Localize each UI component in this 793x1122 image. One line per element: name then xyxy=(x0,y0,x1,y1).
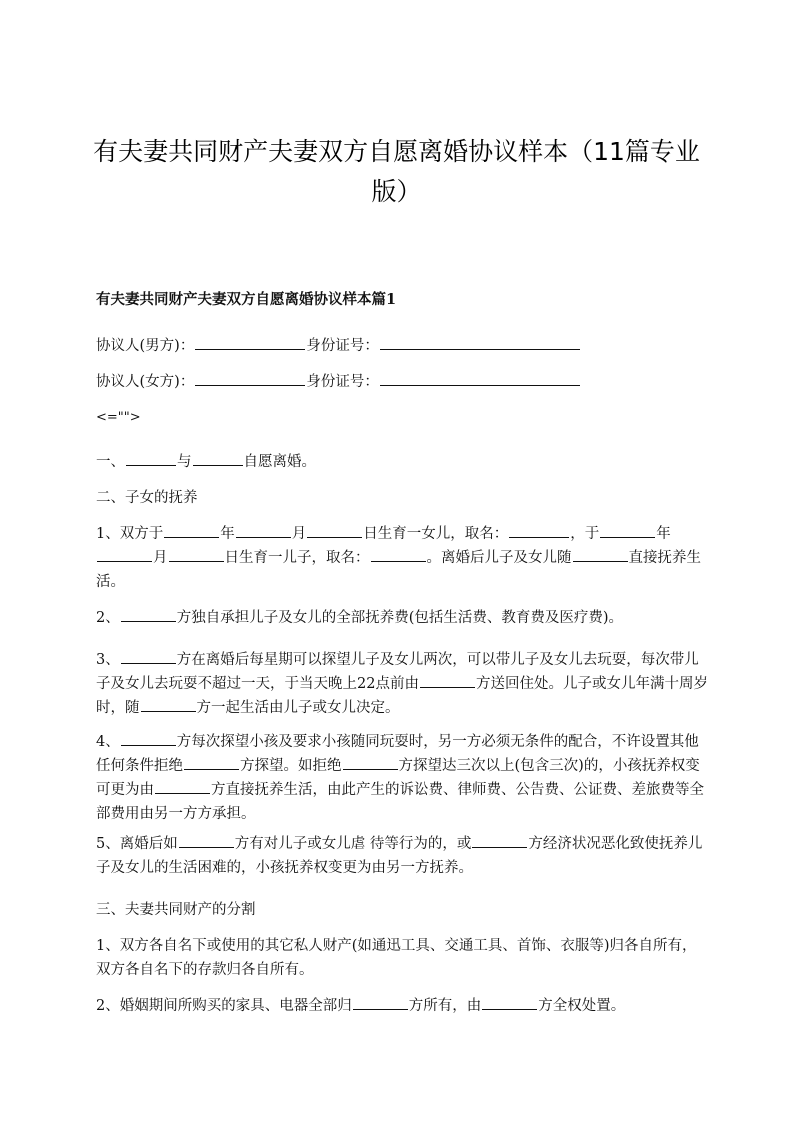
p3-blank-party-b[interactable] xyxy=(420,673,475,688)
p1-blank-son-name[interactable] xyxy=(371,547,426,562)
party-male-id-blank[interactable] xyxy=(380,335,580,350)
clause-one-mid: 与 xyxy=(177,454,192,470)
p4-text-d: 方探望达三次以上(包含三次)的，小孩抚养权变可更为由 xyxy=(96,758,700,798)
id-label-female: 身份证号： xyxy=(306,374,379,390)
party-male-name-blank[interactable] xyxy=(195,335,305,350)
p3-text-d: 方一起生活由儿子或女儿决定。 xyxy=(196,700,400,716)
p4-text-e: 方直接抚养生活，由此产生的诉讼费、律师费、公告费、公证费、差旅费等全部费用由另一方方承担。 xyxy=(96,782,704,822)
paragraph-2 xyxy=(96,606,710,630)
p5-text-c: 方经济状况恶化致使抚养儿子及女儿的生活困难的，小孩抚养权变更为由另一方抚养。 xyxy=(96,836,703,876)
p3-text-a: 3、 xyxy=(96,652,120,668)
p7-text-b: 方所有，由 xyxy=(408,998,482,1014)
party-female-label: 协议人(女方)： xyxy=(96,374,195,390)
clause-one-suffix: 自愿离婚。 xyxy=(243,454,316,470)
p1-text-a: 1、双方于 xyxy=(96,526,164,542)
p5-text-b: 方有对儿子或女儿虐 待等行为的，或 xyxy=(234,836,472,852)
p7-text-a: 2、婚姻期间所购买的家具、电器全部归 xyxy=(96,998,352,1014)
p2-text-a: 2、 xyxy=(96,610,120,626)
document-title: 有夫妻共同财产夫妻双方自愿离婚协议样本（11篇专业版） xyxy=(93,137,700,206)
paragraph-7 xyxy=(96,994,710,1018)
p1-blank-custodian[interactable] xyxy=(573,547,628,562)
p1-text-j: 直接抚养生活。 xyxy=(96,550,701,590)
heading-property-division: 三、夫妻共同财产的分割 xyxy=(96,902,256,918)
p4-blank-party-d[interactable] xyxy=(155,779,210,794)
p1-text-i: 。离婚后儿子及女儿随 xyxy=(426,550,572,566)
p1-blank-day1[interactable] xyxy=(307,523,362,538)
p5-blank-party-b[interactable] xyxy=(472,833,527,848)
party-female-name-blank[interactable] xyxy=(195,371,305,386)
party-male-line xyxy=(96,334,706,358)
p3-text-b: 方在离婚后每星期可以探望儿子及女儿两次，可以带儿子及女儿去玩耍，每次带儿子及女儿去玩耍不超过一天，于当天晚上22点前由 xyxy=(96,652,699,692)
party-female-id-blank[interactable] xyxy=(380,371,580,386)
p4-text-b: 方每次探望小孩及要求小孩随同玩耍时，另一方必须无条件的配合，不许设置其他任何条件拒绝 xyxy=(96,734,699,774)
p2-blank-party[interactable] xyxy=(121,607,176,622)
clause-one-blank-b[interactable] xyxy=(193,451,243,466)
p1-text-d: 日生育一女儿，取名： xyxy=(363,526,509,542)
p1-text-f: 年 xyxy=(656,526,671,542)
p1-blank-month1[interactable] xyxy=(236,523,291,538)
p1-blank-year2[interactable] xyxy=(600,523,655,538)
p5-blank-party-a[interactable] xyxy=(179,833,234,848)
p1-blank-year1[interactable] xyxy=(164,523,219,538)
p1-text-e: ，于 xyxy=(570,526,600,542)
p1-blank-daughter-name[interactable] xyxy=(509,523,569,538)
paragraph-6: 1、双方各自名下或使用的其它私人财产(如通迅工具、交通工具、首饰、衣服等)归各自所有，双方各自名下的存款归各自所有。 xyxy=(96,938,697,978)
p4-blank-party-a[interactable] xyxy=(121,731,176,746)
paragraph-1 xyxy=(96,522,710,594)
p3-blank-party-a[interactable] xyxy=(121,649,176,664)
heading-child-custody: 二、子女的抚养 xyxy=(96,490,198,506)
p7-blank-party-b[interactable] xyxy=(482,995,537,1010)
party-male-label: 协议人(男方)： xyxy=(96,338,195,354)
p1-text-c: 月 xyxy=(291,526,307,542)
clause-one-blank-a[interactable] xyxy=(126,451,176,466)
clause-one-prefix: 一、 xyxy=(96,454,125,470)
party-female-line xyxy=(96,370,706,394)
p4-blank-party-b[interactable] xyxy=(184,755,239,770)
paragraph-5 xyxy=(96,832,710,880)
p1-blank-month2[interactable] xyxy=(97,547,152,562)
p5-text-a: 5、离婚后如 xyxy=(96,836,178,852)
p4-text-c: 方探望。如拒绝 xyxy=(240,758,342,774)
clause-one xyxy=(96,450,706,474)
p1-text-b: 年 xyxy=(220,526,235,542)
p4-text-a: 4、 xyxy=(96,734,120,750)
p3-blank-party-c[interactable] xyxy=(141,697,196,712)
p4-blank-party-c[interactable] xyxy=(343,755,398,770)
p7-blank-party-a[interactable] xyxy=(353,995,408,1010)
p2-text-b: 方独自承担儿子及女儿的全部抚养费(包括生活费、教育费及医疗费)。 xyxy=(176,610,624,626)
p3-text-c: 方送回住处。儿子或女儿年满十周岁时，随 xyxy=(96,676,708,716)
paragraph-3 xyxy=(96,648,710,720)
p1-text-g: 月 xyxy=(153,550,168,566)
section-heading: 有夫妻共同财产夫妻双方自愿离婚协议样本篇1 xyxy=(96,291,397,308)
paragraph-4 xyxy=(96,730,710,826)
p7-text-c: 方全权处置。 xyxy=(538,998,626,1014)
p1-blank-day2[interactable] xyxy=(169,547,224,562)
id-label-male: 身份证号： xyxy=(306,338,379,354)
p1-text-h: 日生育一儿子，取名： xyxy=(224,550,370,566)
placeholder-line: <=""> xyxy=(96,410,141,425)
